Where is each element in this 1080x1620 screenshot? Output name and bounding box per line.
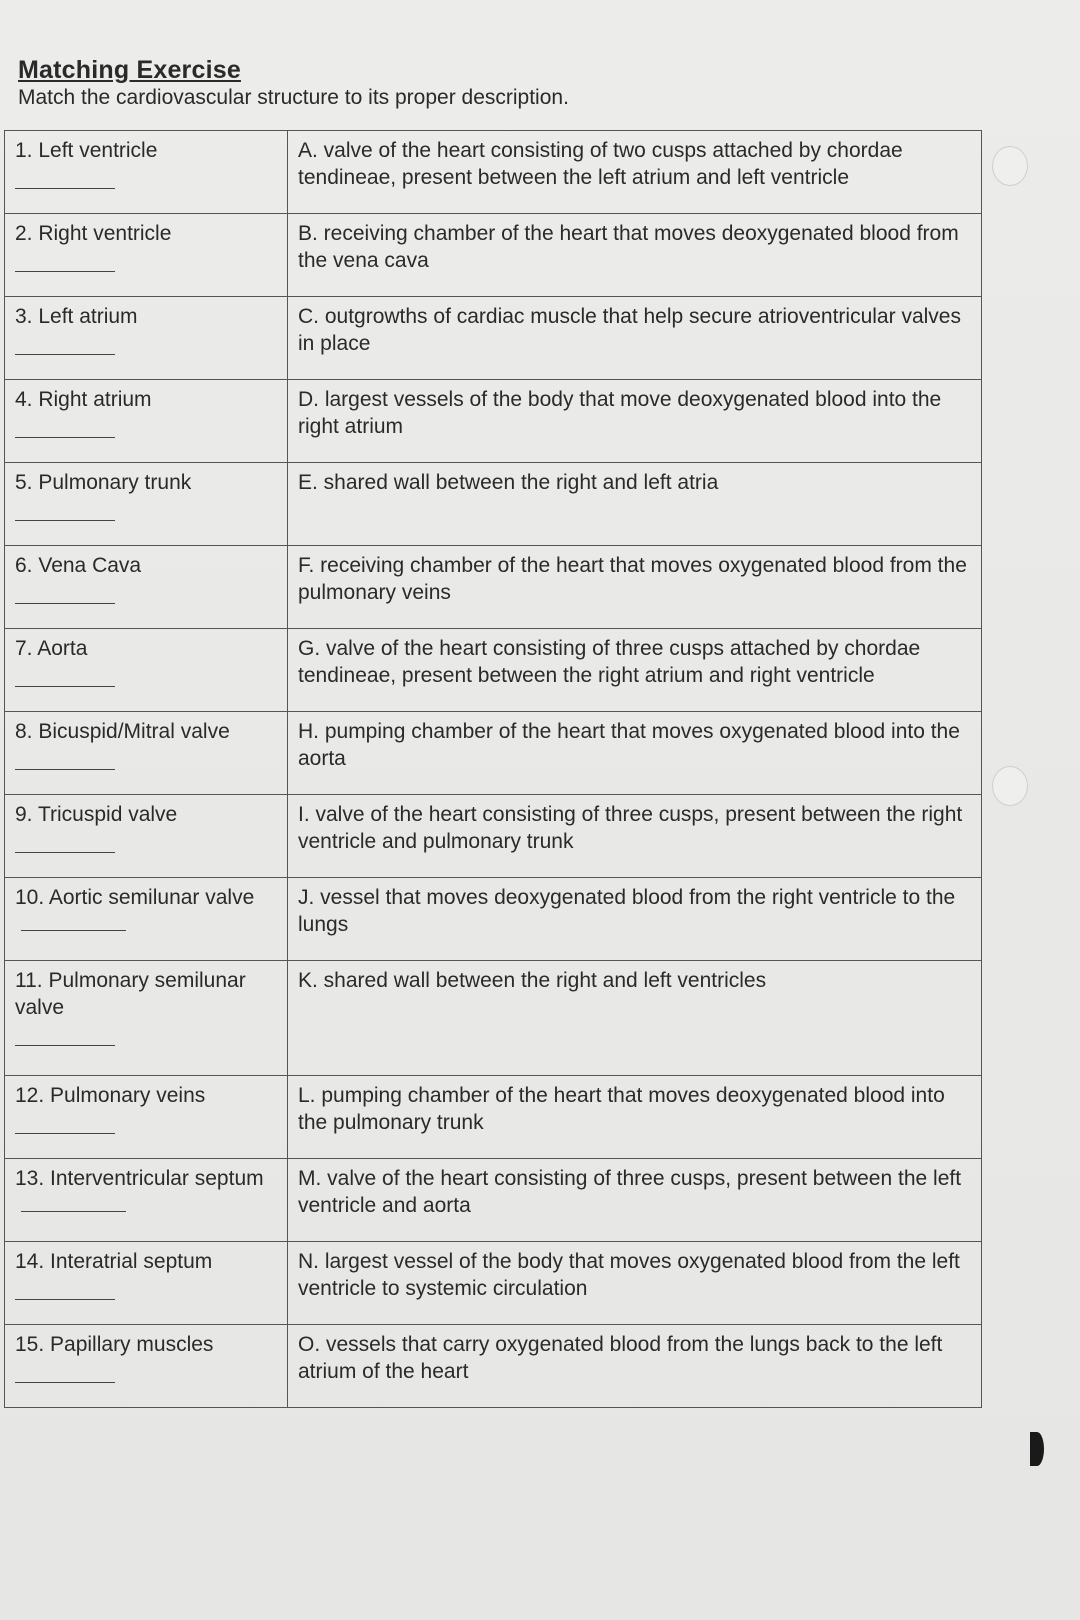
structure-label: 12. Pulmonary veins	[15, 1084, 206, 1107]
structure-cell	[5, 380, 288, 463]
table-row	[5, 1159, 982, 1242]
answer-blank[interactable]	[15, 1362, 115, 1383]
table-row	[5, 961, 982, 1076]
answer-blank[interactable]	[15, 251, 115, 272]
structure-label: 11. Pulmonary semilunar valve	[15, 969, 246, 1019]
answer-blank[interactable]	[21, 1211, 126, 1212]
structure-label: 4. Right atrium	[15, 388, 152, 411]
answer-blank[interactable]	[15, 334, 115, 355]
table-row	[5, 1325, 982, 1408]
answer-blank[interactable]	[15, 1025, 115, 1046]
structure-label: 1. Left ventricle	[15, 139, 158, 162]
table-row	[5, 712, 982, 795]
table-row	[5, 380, 982, 463]
description-cell: J. vessel that moves deoxygenated blood from the right ventricle to the lungs	[288, 878, 982, 961]
structure-label: 15. Papillary muscles	[15, 1333, 214, 1356]
structure-cell	[5, 878, 288, 961]
structure-cell	[5, 1159, 288, 1242]
structure-label: 13. Interventricular septum	[15, 1167, 264, 1190]
structure-label: 6. Vena Cava	[15, 554, 142, 577]
answer-blank[interactable]	[15, 500, 115, 521]
description-cell: F. receiving chamber of the heart that moves oxygenated blood from the pulmonary veins	[288, 546, 982, 629]
structure-cell	[5, 297, 288, 380]
structure-cell	[5, 795, 288, 878]
structure-label: 9. Tricuspid valve	[15, 803, 178, 826]
structure-cell	[5, 546, 288, 629]
answer-blank[interactable]	[15, 749, 115, 770]
binder-hole	[992, 146, 1028, 186]
table-row	[5, 629, 982, 712]
description-cell: K. shared wall between the right and left ventricles	[288, 961, 982, 1076]
answer-blank[interactable]	[15, 168, 115, 189]
structure-cell	[5, 961, 288, 1076]
answer-blank[interactable]	[15, 832, 115, 853]
structure-cell	[5, 214, 288, 297]
description-cell: L. pumping chamber of the heart that moves deoxygenated blood into the pulmonary trunk	[288, 1076, 982, 1159]
description-cell: A. valve of the heart consisting of two cusps attached by chordae tendineae, present between the left atrium and left ventricle	[288, 131, 982, 214]
structure-cell	[5, 463, 288, 546]
answer-blank[interactable]	[21, 930, 126, 931]
description-cell: D. largest vessels of the body that move deoxygenated blood into the right atrium	[288, 380, 982, 463]
description-cell: E. shared wall between the right and left atria	[288, 463, 982, 546]
binder-hole	[992, 766, 1028, 806]
answer-blank[interactable]	[15, 1279, 115, 1300]
description-cell: C. outgrowths of cardiac muscle that help secure atrioventricular valves in place	[288, 297, 982, 380]
structure-label: 14. Interatrial septum	[15, 1250, 213, 1273]
structure-label: 7. Aorta	[15, 637, 88, 660]
structure-cell	[5, 712, 288, 795]
table-row	[5, 795, 982, 878]
description-cell: O. vessels that carry oxygenated blood from the lungs back to the left atrium of the heart	[288, 1325, 982, 1408]
description-cell: I. valve of the heart consisting of three cusps, present between the right ventricle and pulmonary trunk	[288, 795, 982, 878]
table-row	[5, 297, 982, 380]
table-row	[5, 214, 982, 297]
structure-label: 10. Aortic semilunar valve	[15, 886, 255, 909]
description-cell: M. valve of the heart consisting of three cusps, present between the left ventricle and aorta	[288, 1159, 982, 1242]
description-cell: G. valve of the heart consisting of three cusps attached by chordae tendineae, present between the right atrium and right ventricle	[288, 629, 982, 712]
answer-blank[interactable]	[15, 417, 115, 438]
table-row	[5, 1242, 982, 1325]
structure-label: 5. Pulmonary trunk	[15, 471, 192, 494]
structure-cell	[5, 131, 288, 214]
structure-label: 8. Bicuspid/Mitral valve	[15, 720, 230, 743]
description-cell: N. largest vessel of the body that moves oxygenated blood from the left ventricle to systemic circulation	[288, 1242, 982, 1325]
table-row	[5, 878, 982, 961]
structure-label: 3. Left atrium	[15, 305, 138, 328]
structure-cell	[5, 1076, 288, 1159]
description-cell: B. receiving chamber of the heart that moves deoxygenated blood from the vena cava	[288, 214, 982, 297]
matching-table	[4, 130, 982, 1408]
table-row	[5, 131, 982, 214]
answer-blank[interactable]	[15, 666, 115, 687]
table-row	[5, 1076, 982, 1159]
structure-cell	[5, 1325, 288, 1408]
table-row	[5, 463, 982, 546]
structure-cell	[5, 629, 288, 712]
structure-cell	[5, 1242, 288, 1325]
page-title: Matching Exercise	[18, 56, 241, 84]
binder-hole	[1030, 1432, 1044, 1466]
page-instructions: Match the cardiovascular structure to its proper description.	[18, 86, 569, 109]
table-row	[5, 546, 982, 629]
answer-blank[interactable]	[15, 583, 115, 604]
structure-label: 2. Right ventricle	[15, 222, 172, 245]
answer-blank[interactable]	[15, 1113, 115, 1134]
description-cell: H. pumping chamber of the heart that moves oxygenated blood into the aorta	[288, 712, 982, 795]
